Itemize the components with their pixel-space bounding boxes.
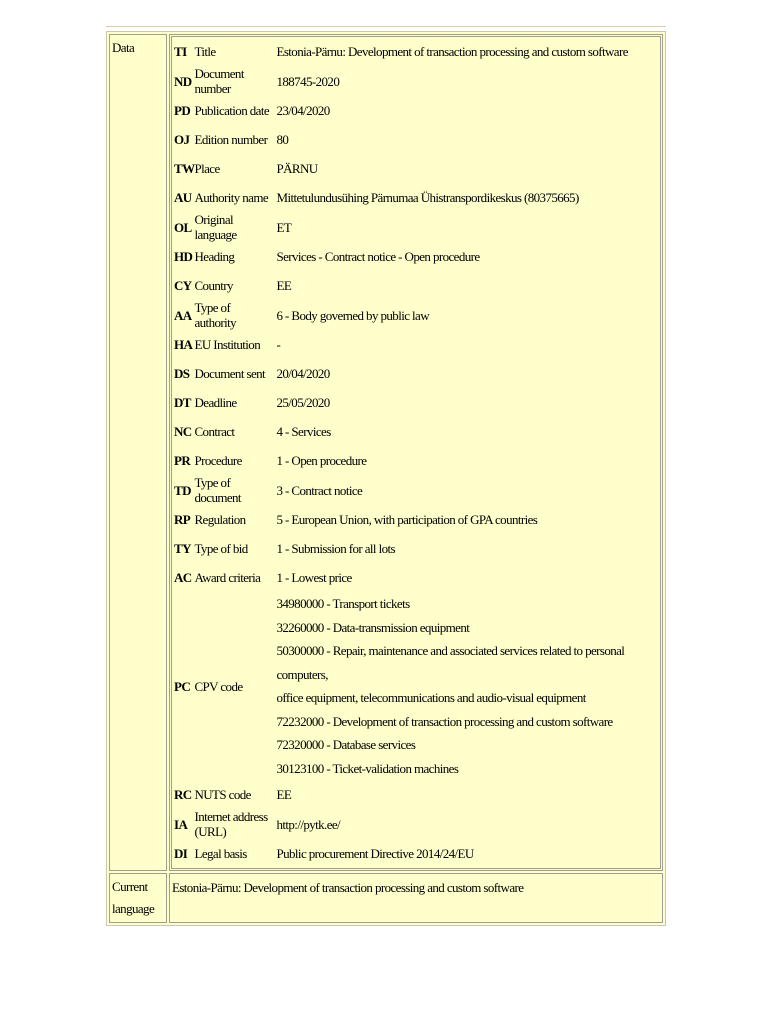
field-code: RC <box>174 787 192 802</box>
cpv-code-item: 72232000 - Development of transaction processing and custom software <box>276 713 613 729</box>
field-value: Estonia-Pärnu: Development of transaction processing and custom software <box>276 44 628 59</box>
field-label: Document number <box>194 66 244 96</box>
field-label: Deadline <box>194 395 237 410</box>
field-label: Place <box>194 161 220 176</box>
cpv-code-item: 30123100 - Ticket-validation machines <box>276 760 459 776</box>
field-value: Mittetulundusühing Pärnumaa Ühistranspordikeskus (80375665) <box>276 190 579 205</box>
field-label: Country <box>194 278 233 293</box>
field-row-td <box>172 475 660 505</box>
field-code: AC <box>174 570 192 585</box>
field-row-dt <box>172 388 660 417</box>
field-code: HD <box>174 249 193 264</box>
field-value: 3 - Contract notice <box>276 482 363 498</box>
field-code: NC <box>174 424 192 439</box>
field-code: PC <box>174 678 191 694</box>
field-row-ti <box>172 37 660 66</box>
field-value: 6 - Body governed by public law <box>276 307 430 323</box>
field-row-ia <box>172 809 660 839</box>
field-row-rp <box>172 505 660 534</box>
field-value: Public procurement Directive 2014/24/EU <box>276 846 474 861</box>
field-code: AA <box>174 307 192 323</box>
field-label: Award criteria <box>194 570 261 585</box>
field-row-pc <box>172 592 660 780</box>
field-value: EE <box>276 787 292 802</box>
field-value: Services - Contract notice - Open procedure <box>276 249 480 264</box>
field-label: EU Institution <box>194 337 261 352</box>
field-value: EE <box>276 278 292 293</box>
data-section-content <box>169 34 663 871</box>
field-value: ET <box>276 219 292 235</box>
current-language-label: Current language <box>109 873 167 923</box>
cpv-code-item: 34980000 - Transport tickets <box>276 596 410 611</box>
field-row-ty <box>172 534 660 563</box>
top-divider <box>106 26 666 27</box>
notice-table <box>106 31 666 926</box>
field-label: Type of bid <box>194 541 248 556</box>
cpv-code-item: office equipment, telecommunications and audio-visual equipment <box>276 690 586 705</box>
field-code: DT <box>174 395 191 410</box>
current-language-row <box>109 873 663 923</box>
field-label: Legal basis <box>194 846 247 861</box>
field-code: ND <box>174 73 192 89</box>
field-row-rc <box>172 780 660 809</box>
field-label: Heading <box>194 249 235 264</box>
field-code: DI <box>174 846 188 861</box>
field-label: Type of authority <box>194 300 237 330</box>
field-row-nc <box>172 417 660 446</box>
field-label: Publication date <box>194 103 270 118</box>
field-row-ha <box>172 330 660 359</box>
field-row-ol <box>172 212 660 242</box>
fields-table <box>171 36 661 869</box>
field-value: 25/05/2020 <box>276 395 330 410</box>
field-row-tw <box>172 154 660 183</box>
field-label: Title <box>194 44 216 59</box>
field-code: PD <box>174 103 191 118</box>
field-code: TY <box>174 541 191 556</box>
field-label: Internet address (URL) <box>194 809 268 839</box>
field-row-pr <box>172 446 660 475</box>
field-label: NUTS code <box>194 787 251 802</box>
data-section-row <box>109 34 663 871</box>
field-label: Document sent <box>194 366 266 381</box>
field-code: TD <box>174 482 191 498</box>
field-row-nd <box>172 66 660 96</box>
field-value: 5 - European Union, with participation of GPA countries <box>276 512 538 527</box>
field-row-pd <box>172 96 660 125</box>
field-row-hd <box>172 242 660 271</box>
field-value: 80 <box>276 132 289 147</box>
field-code: OL <box>174 219 192 235</box>
field-value: 23/04/2020 <box>276 103 330 118</box>
cpv-code-item: 50300000 - Repair, maintenance and associated services related to personal computers, <box>276 643 625 682</box>
field-code: DS <box>174 366 190 381</box>
field-label: Type of document <box>194 475 241 505</box>
field-code: CY <box>174 278 192 293</box>
field-label: Original language <box>194 212 237 242</box>
data-section-label: Data <box>109 34 167 871</box>
field-value: 20/04/2020 <box>276 366 330 381</box>
field-value: http://pytk.ee/ <box>276 816 341 832</box>
current-language-value: Estonia-Pärnu: Development of transaction processing and custom software <box>169 873 663 923</box>
field-code: IA <box>174 816 188 832</box>
field-value: - <box>276 337 281 352</box>
field-label: Authority name <box>194 190 269 205</box>
field-code: AU <box>174 190 192 205</box>
field-label: Procedure <box>194 453 242 468</box>
field-value: 188745-2020 <box>276 73 340 89</box>
field-row-ac <box>172 563 660 592</box>
cpv-code-list <box>274 592 660 780</box>
field-code: TW <box>174 161 195 176</box>
field-row-ds <box>172 359 660 388</box>
field-code: HA <box>174 337 193 352</box>
field-label: Regulation <box>194 512 246 527</box>
field-row-oj <box>172 125 660 154</box>
field-row-di <box>172 839 660 868</box>
cpv-code-item: 72320000 - Database services <box>276 737 416 752</box>
field-row-au <box>172 183 660 212</box>
field-label: CPV code <box>194 678 243 694</box>
field-code: TI <box>174 44 187 59</box>
field-value: PÄRNU <box>276 161 318 176</box>
field-value: 4 - Services <box>276 424 331 439</box>
field-row-cy <box>172 271 660 300</box>
field-code: PR <box>174 453 191 468</box>
field-value: 1 - Open procedure <box>276 453 367 468</box>
field-code: RP <box>174 512 191 527</box>
field-label: Edition number <box>194 132 268 147</box>
field-value: 1 - Submission for all lots <box>276 541 395 556</box>
field-value: 1 - Lowest price <box>276 570 352 585</box>
field-code: OJ <box>174 132 190 147</box>
field-row-aa <box>172 300 660 330</box>
cpv-code-item: 32260000 - Data-transmission equipment <box>276 619 470 635</box>
field-label: Contract <box>194 424 235 439</box>
